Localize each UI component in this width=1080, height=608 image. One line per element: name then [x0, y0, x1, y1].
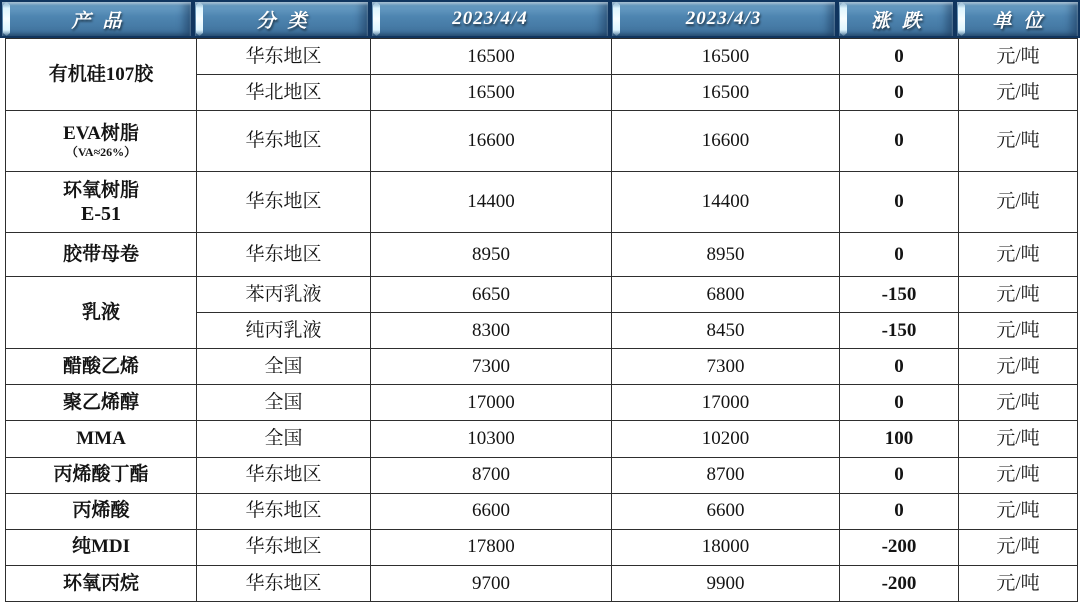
- change-cell: 0: [840, 493, 959, 529]
- price-current-cell: 8700: [371, 457, 612, 493]
- product-cell: [6, 39, 197, 111]
- category-cell: 苯丙乳液: [197, 277, 371, 313]
- table-row: [6, 233, 1078, 277]
- price-table: [5, 38, 1078, 602]
- category-cell: 华东地区: [197, 493, 371, 529]
- unit-cell: 元/吨: [959, 565, 1078, 601]
- change-cell: 0: [840, 111, 959, 172]
- price-current-cell: 10300: [371, 421, 612, 457]
- table-row: [6, 421, 1078, 457]
- category-cell: 全国: [197, 385, 371, 421]
- change-cell: 100: [840, 421, 959, 457]
- product-name: EVA树脂: [63, 123, 139, 145]
- header-date-current-label: 2023/4/4: [452, 8, 528, 29]
- price-previous-cell: 8450: [612, 313, 840, 349]
- product-name: 丙烯酸丁酯: [53, 464, 149, 486]
- product-cell: [6, 233, 197, 277]
- header-unit: [955, 0, 1080, 38]
- price-current-cell: 14400: [371, 172, 612, 233]
- header-category-label: 分类: [256, 10, 319, 32]
- change-cell: -200: [840, 565, 959, 601]
- change-cell: 0: [840, 233, 959, 277]
- price-previous-cell: 8950: [612, 233, 840, 277]
- unit-cell: 元/吨: [959, 385, 1078, 421]
- price-previous-cell: 14400: [612, 172, 840, 233]
- product-cell: [6, 111, 197, 172]
- price-previous-cell: 16600: [612, 111, 840, 172]
- table-row: [6, 39, 1078, 75]
- unit-cell: 元/吨: [959, 39, 1078, 75]
- price-current-cell: 6600: [371, 493, 612, 529]
- header-unit-label: 单位: [992, 10, 1055, 32]
- change-cell: 0: [840, 172, 959, 233]
- price-current-cell: 8950: [371, 233, 612, 277]
- product-subname: （VA≈26%）: [65, 145, 137, 160]
- unit-cell: 元/吨: [959, 75, 1078, 111]
- unit-cell: 元/吨: [959, 493, 1078, 529]
- product-subname: E-51: [81, 202, 121, 225]
- price-previous-cell: 6600: [612, 493, 840, 529]
- price-previous-cell: 7300: [612, 349, 840, 385]
- header-date-previous: [610, 0, 837, 38]
- header-product: [0, 0, 193, 38]
- table-row: [6, 111, 1078, 172]
- price-current-cell: 17000: [371, 385, 612, 421]
- price-previous-cell: 18000: [612, 529, 840, 565]
- header-date-current: [370, 0, 610, 38]
- category-cell: 华东地区: [197, 457, 371, 493]
- unit-cell: 元/吨: [959, 349, 1078, 385]
- unit-cell: 元/吨: [959, 172, 1078, 233]
- product-name: 纯MDI: [71, 536, 131, 558]
- price-current-cell: 16600: [371, 111, 612, 172]
- table-row: [6, 565, 1078, 601]
- category-cell: 华东地区: [197, 233, 371, 277]
- table-row: [6, 385, 1078, 421]
- change-cell: 0: [840, 39, 959, 75]
- category-cell: 华北地区: [197, 75, 371, 111]
- change-cell: -150: [840, 313, 959, 349]
- price-current-cell: 8300: [371, 313, 612, 349]
- change-cell: 0: [840, 349, 959, 385]
- product-name: 乳液: [81, 301, 120, 323]
- table-row: [6, 172, 1078, 233]
- product-name: MMA: [76, 428, 126, 450]
- category-cell: 华东地区: [197, 111, 371, 172]
- unit-cell: 元/吨: [959, 277, 1078, 313]
- change-cell: 0: [840, 385, 959, 421]
- price-previous-cell: 6800: [612, 277, 840, 313]
- unit-cell: 元/吨: [959, 313, 1078, 349]
- header-change-label: 涨跌: [870, 10, 933, 32]
- header-product-label: 产品: [71, 10, 134, 32]
- product-cell: [6, 529, 197, 565]
- table-row: [6, 457, 1078, 493]
- category-cell: 华东地区: [197, 529, 371, 565]
- price-current-cell: 9700: [371, 565, 612, 601]
- change-cell: 0: [840, 457, 959, 493]
- header-category: [193, 0, 370, 38]
- product-cell: [6, 349, 197, 385]
- table-row: [6, 277, 1078, 313]
- header-date-previous-label: 2023/4/3: [685, 8, 762, 29]
- product-name: 有机硅107胶: [48, 63, 154, 85]
- category-cell: 全国: [197, 421, 371, 457]
- price-previous-cell: 17000: [612, 385, 840, 421]
- category-cell: 华东地区: [197, 172, 371, 233]
- product-name: 胶带母卷: [62, 243, 139, 265]
- price-current-cell: 6650: [371, 277, 612, 313]
- product-name: 丙烯酸: [72, 500, 130, 522]
- table-row: [6, 493, 1078, 529]
- product-name: 醋酸乙烯: [62, 355, 139, 377]
- price-current-cell: 16500: [371, 75, 612, 111]
- unit-cell: 元/吨: [959, 457, 1078, 493]
- product-cell: [6, 457, 197, 493]
- price-previous-cell: 8700: [612, 457, 840, 493]
- product-cell: [6, 385, 197, 421]
- category-cell: 全国: [197, 349, 371, 385]
- product-cell: [6, 277, 197, 349]
- change-cell: 0: [840, 75, 959, 111]
- change-cell: -200: [840, 529, 959, 565]
- product-name: 环氧丙烷: [62, 572, 139, 594]
- unit-cell: 元/吨: [959, 529, 1078, 565]
- price-previous-cell: 16500: [612, 75, 840, 111]
- table-header: [0, 0, 1080, 38]
- price-previous-cell: 10200: [612, 421, 840, 457]
- product-name: 聚乙烯醇: [62, 392, 139, 414]
- price-current-cell: 17800: [371, 529, 612, 565]
- header-change: [837, 0, 955, 38]
- product-name: 环氧树脂: [62, 179, 139, 201]
- price-previous-cell: 16500: [612, 39, 840, 75]
- price-previous-cell: 9900: [612, 565, 840, 601]
- table-row: [6, 349, 1078, 385]
- price-current-cell: 16500: [371, 39, 612, 75]
- change-cell: -150: [840, 277, 959, 313]
- product-cell: [6, 421, 197, 457]
- category-cell: 华东地区: [197, 39, 371, 75]
- unit-cell: 元/吨: [959, 111, 1078, 172]
- category-cell: 华东地区: [197, 565, 371, 601]
- category-cell: 纯丙乳液: [197, 313, 371, 349]
- table-row: [6, 529, 1078, 565]
- unit-cell: 元/吨: [959, 421, 1078, 457]
- product-cell: [6, 493, 197, 529]
- price-current-cell: 7300: [371, 349, 612, 385]
- product-cell: [6, 172, 197, 233]
- unit-cell: 元/吨: [959, 233, 1078, 277]
- product-cell: [6, 565, 197, 601]
